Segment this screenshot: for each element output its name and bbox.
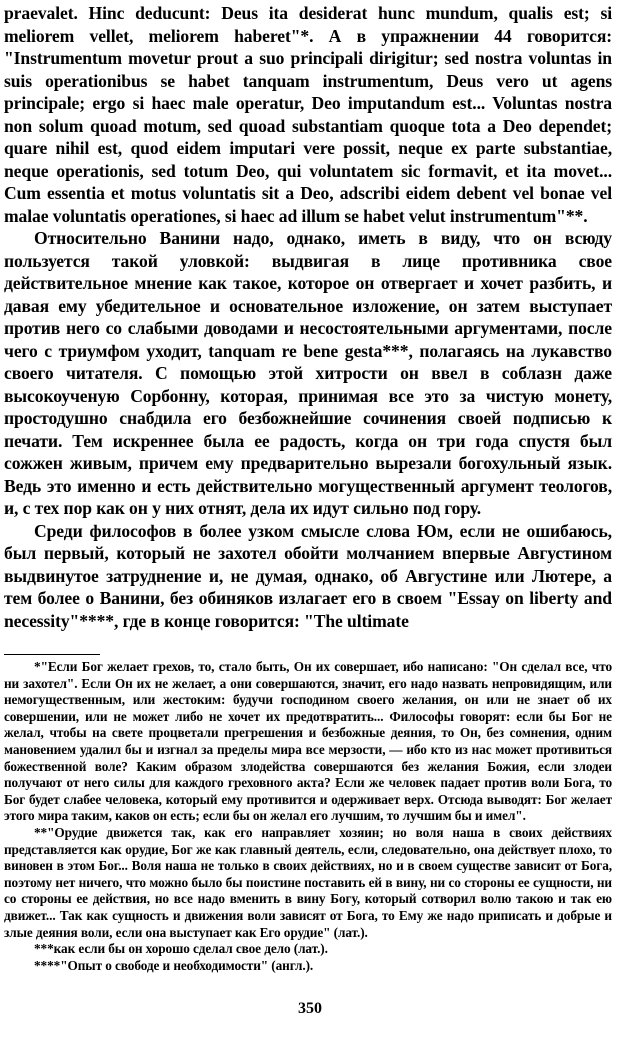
- paragraph-hume: Среди философов в более узком смысле слова Юм, если не ошибаюсь, был первый, который не захотел обойти молчанием впервые Августином выдвинутое затруднение и, не думая, однако, об Августине или Лютере, а тем более о Ванини, без обиняков излагает его в своем "Essay on liberty and necessity"****, где в конце говорится: "The ultimate: [4, 520, 612, 631]
- footnote-3: [4, 941, 612, 958]
- footnote-text: "Орудие движется так, как его направляет хозяин; но воля наша в своих действиях представляется как орудие, Бог же как главный деятель, если, следовательно, она действует плохо, то виновен в этом Бог... Воля наша не только в своих действиях, но и в своем существе зависит от Бога, поэтому нет ничего, что можно было бы поистине поставить ей в вину, ни со стороны ее сущности, ни со стороны ее действия, но все надо вменить в вину Богу, который сотворил волю такою и так ею движет... Так как сущность и движения воли зависят от Бога, то Ему же надо приписать и добрые и злые деяния воли, если она выступает как Его орудие" (лат.).: [4, 824, 612, 940]
- paragraph-latin-quote: praevalet. Hinc deducunt: Deus ita desiderat hunc mundum, qualis est; si meliorem vellet, meliorem haberet"*. А в упражнении 44 говорится: "Instrumentum movetur prout a suo principali dirigitur; sed nostra voluntas in suis operationibus se habet tanquam instrumentum, Deus vero ut agens principale; ergo si haec male operatur, Deo imputandum est... Voluntas nostra non solum quoad motum, sed quoad substantiam quoque tota a Deo dependet; quare nihil est, quod eidem imputari vere possit, neque ex parte substantiae, neque operationis, sed totum Deo, qui voluntatem sic formavit, et ita movet... Cum essentia et motus voluntatis sit a Deo, adscribi eidem debent vel bonae vel malae voluntatis operationes, si haec ad illum se habet velut instrumentum"**.: [4, 3, 612, 226]
- footnote-text: "Если Бог желает грехов, то, стало быть, Он их совершает, ибо написано: "Он сделал все, что ни захотел". Если Он их не желает, а они совершаются, значит, его надо назвать непровидящим, или немогущественным, или жестоким: будучи господином своего желания, он или не знает об их совершении, или не может либо не хочет их предотвратить... Философы говорят: если бы Бог не желал, чтобы на свете процветали прегрешения и безбожные деяния, то Он, без сомнения, одним мановением удалил бы и изгнал за пределы мира все мерзости, — ибо кто из нас может противиться божественной воле? Каким образом злодейства совершаются без желания Божия, если злодеи получают от него силы для каждого греховного акта? Если же человек падает против воли Бога, то Бог будет слабее человека, который ему противится и одерживает верх. Отсюда выводят: Бог желает этого мира таким, каков он есть; если бы он желал его лучшим, то лучшим бы и имел".: [4, 659, 612, 824]
- footnote-2: [4, 825, 612, 941]
- footnote-marker: **: [34, 824, 48, 840]
- main-text: [4, 2, 612, 632]
- footnote-1: [4, 659, 612, 825]
- paragraph-vanini: Относительно Ванини надо, однако, иметь в виду, что он всюду пользуется такой уловкой: выдвигая в лице противника свое действительное мнение как такое, которое он отвергает и хочет разбить, и давая ему убедительное и основательное изложение, он затем выступает против него со слабыми доводами и несостоятельными аргументами, после чего с триумфом уходит, tanquam re bene gesta***, полагаясь на лукавство своего читателя. С помощью этой хитрости он ввел в соблазн даже высокоученую Сорбонну, которая, принимая все это за чистую монету, простодушно снабдила его безбожнейшие сочинения своей подписью к печати. Тем искреннее была ее радость, когда он три года спустя был сожжен живым, причем ему предварительно вырезали богохульный язык. Ведь это именно и есть действительно могущественный аргумент теологов, и, с тех пор как он у них отнят, дела их идут сильно под гору.: [4, 228, 612, 518]
- footnotes: [4, 659, 612, 974]
- footnote-separator: [4, 654, 100, 655]
- footnote-text: как если бы он хорошо сделал свое дело (лат.).: [53, 941, 328, 957]
- footnote-4: [4, 958, 612, 975]
- footnote-marker: ****: [34, 957, 61, 973]
- footnote-marker: *: [34, 659, 41, 674]
- footnote-marker: ***: [34, 941, 54, 957]
- page-number: 350: [298, 1000, 322, 1017]
- footnote-text: "Опыт о свободе и необходимости" (англ.).: [60, 957, 314, 973]
